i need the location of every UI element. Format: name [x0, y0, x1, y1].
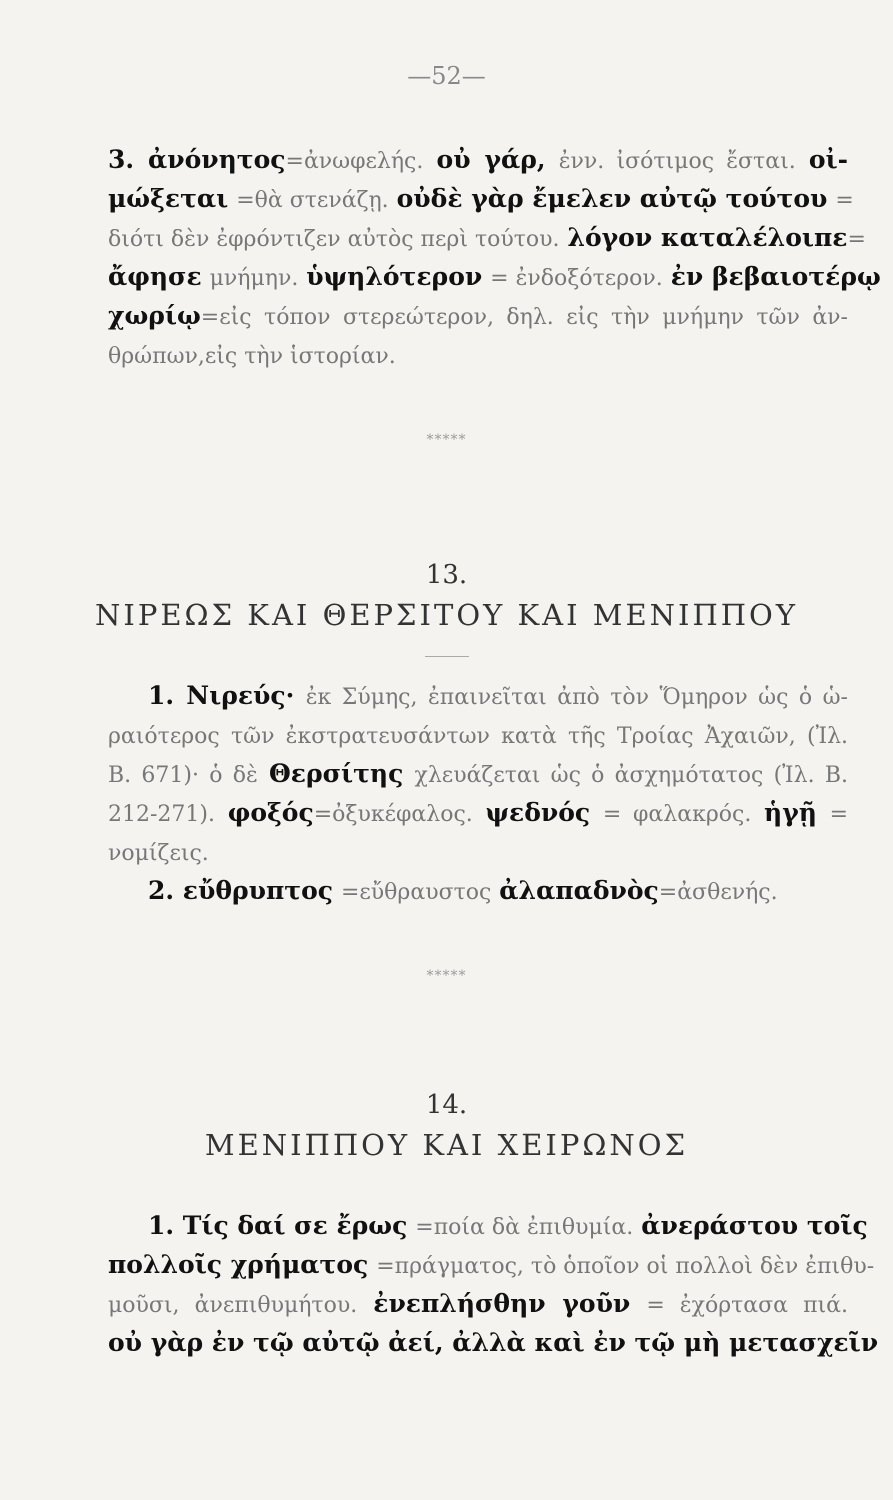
title-rule [425, 656, 469, 657]
commentary-paragraph-prev [108, 140, 881, 374]
text-line: νομίζεις. [108, 841, 209, 866]
text-line: 212-271). φοξός=ὀξυκέφαλος. ψεδνός = φαλακρός. ἡγῇ = [108, 798, 849, 827]
text-line: Β. 671)· ὁ δὲ Θερσίτης χλευάζεται ὡς ὁ ἀσχημότατος (Ἰλ. Β. [108, 759, 848, 788]
section-13-number: 13. [425, 560, 468, 590]
text-line: 1. Νιρεύς· ἐκ Σύμης, ἐπαινεῖται ἀπὸ τὸν Ὅμηρον ὡς ὁ ὡ- [148, 681, 848, 710]
page-number: —52— [407, 62, 486, 90]
text-line: διότι δὲν ἐφρόντιζεν αὐτὸς περὶ τούτου. λόγον καταλέλοιπε= [108, 223, 866, 252]
section-13-commentary [108, 676, 848, 910]
text-line: ἄφησε μνήμην. ὑψηλότερον = ἐνδοξότερον. ἐν βεβαιοτέρῳ [108, 262, 881, 291]
section-separator: ***** [426, 432, 467, 448]
section-13-title: ΝΙΡΕΩΣ ΚΑΙ ΘΕΡΣΙΤΟΥ ΚΑΙ ΜΕΝΙΠΠΟΥ [95, 598, 798, 632]
section-14-title: ΜΕΝΙΠΠΟΥ ΚΑΙ ΧΕΙΡΩΝΟΣ [204, 1128, 689, 1162]
text-line: ραιότερος τῶν ἐκστρατευσάντων κατὰ τῆς Τροίας Ἀχαιῶν, (Ἰλ. [108, 724, 848, 749]
section-14-number: 14. [425, 1090, 468, 1120]
text-line: μοῦσι, ἀνεπιθυμήτου. ἐνεπλήσθην γοῦν = ἐχόρτασα πιά. [108, 1289, 849, 1318]
text-line: 3. ἀνόνητος=ἀνωφελής. οὐ γάρ, ἐνν. ἰσότιμος ἔσται. οἰ- [108, 145, 849, 174]
text-line: θρώπων,εἰς τὴν ἱστορίαν. [108, 344, 396, 369]
text-line: 1. Τίς δαί σε ἔρως =ποία δὰ ἐπιθυμία. ἀνεράστου τοῖς [148, 1211, 868, 1240]
text-line: 2. εὔθρυπτος =εὔθραυστος ἀλαπαδνὸς=ἀσθενής. [148, 876, 778, 905]
text-line: μώξεται =θὰ στενάζῃ. οὐδὲ γὰρ ἔμελεν αὐτῷ τούτου = [108, 184, 854, 213]
text-line: οὐ γὰρ ἐν τῷ αὐτῷ ἀεί, ἀλλὰ καὶ ἐν τῷ μὴ μετασχεῖν [108, 1328, 879, 1357]
section-separator: ***** [426, 968, 467, 984]
text-line: χωρίῳ=εἰς τόπον στερεώτερον, δηλ. εἰς τὴν μνήμην τῶν ἀν- [108, 301, 848, 330]
page-number-value: 52 [431, 62, 462, 90]
text-line: πολλοῖς χρήματος =πράγματος, τὸ ὁποῖον οἱ πολλοὶ δὲν ἐπιθυ- [108, 1250, 875, 1279]
section-14-commentary [108, 1206, 879, 1362]
